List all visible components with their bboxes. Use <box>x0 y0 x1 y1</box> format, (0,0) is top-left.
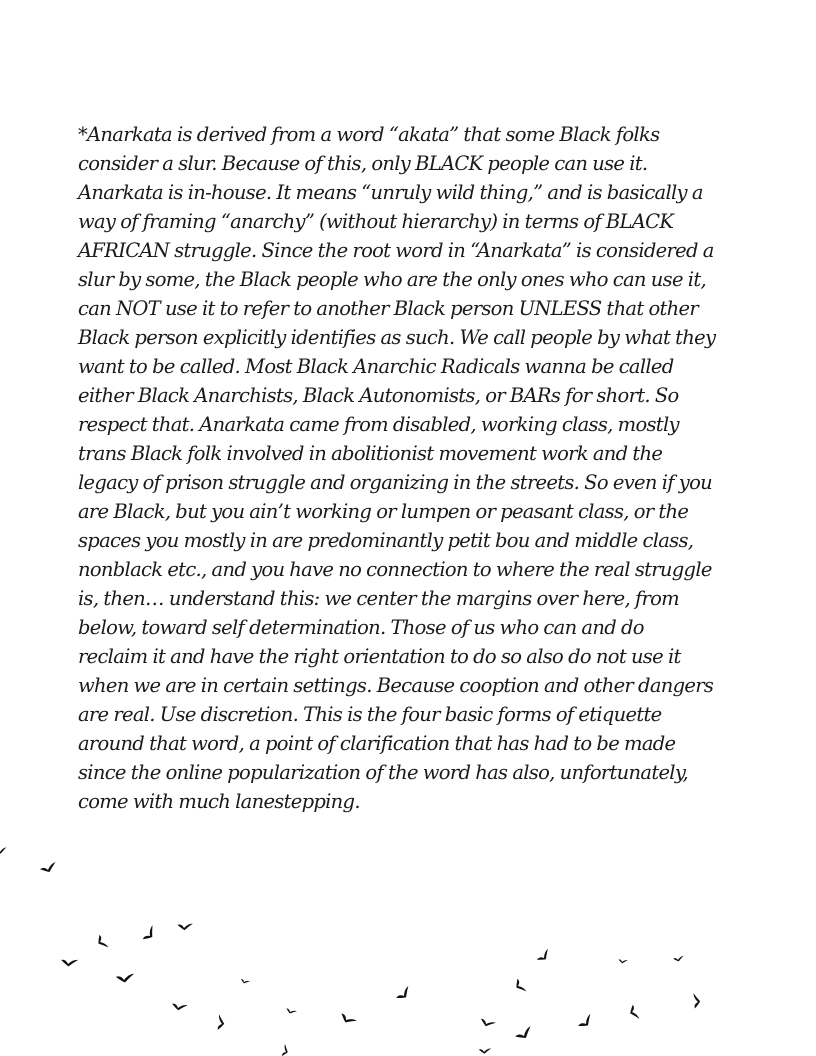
text-line: Anarkata is in-house. It means “unruly wild thing,” and is basically a <box>78 181 703 204</box>
bird-icon <box>214 1014 227 1031</box>
text-line: below, toward self determination. Those of us who can and do <box>78 616 644 639</box>
bird-icon <box>691 993 701 1009</box>
text-line: AFRICAN struggle. Since the root word in “Anarkata” is considered a <box>78 239 714 262</box>
flock-of-birds-icon <box>0 830 816 1056</box>
bird-icon <box>339 1010 357 1027</box>
bird-icon <box>115 972 134 983</box>
bird-icon <box>177 921 193 931</box>
text-line: is, then… understand this: we center the margins over here, from <box>78 587 679 610</box>
bird-icon <box>0 847 6 853</box>
bird-icon <box>478 1046 491 1054</box>
text-line: legacy of prison struggle and organizing in the streets. So even if you <box>78 471 712 494</box>
bird-icon <box>618 957 628 965</box>
text-line: are real. Use discretion. This is the four basic forms of etiquette <box>78 703 662 726</box>
text-line: consider a slur. Because of this, only BLACK people can use it. <box>78 152 648 175</box>
bird-icon <box>394 986 413 1002</box>
text-line: respect that. Anarkata came from disabled, working class, mostly <box>78 413 679 436</box>
bird-icon <box>673 956 684 962</box>
text-line: since the online popularization of the word has also, unfortunately, <box>78 761 689 784</box>
text-line: come with much lanestepping. <box>78 790 360 813</box>
bird-icon <box>171 1000 188 1013</box>
text-line: trans Black folk involved in abolitionist movement work and the <box>78 442 663 465</box>
bird-icon <box>285 1006 297 1016</box>
text-line: either Black Anarchists, Black Autonomists, or BARs for short. So <box>78 384 679 407</box>
text-line: Black person explicitly identifies as such. We call people by what they <box>78 326 716 349</box>
text-line: when we are in certain settings. Because cooption and other dangers <box>78 674 714 697</box>
bird-icon <box>479 1015 496 1029</box>
text-line: can NOT use it to refer to another Black person UNLESS that other <box>78 297 698 320</box>
bird-icon <box>60 956 78 969</box>
body-paragraph <box>78 120 742 816</box>
text-line: nonblack etc., and you have no connection to where the real struggle <box>78 558 712 581</box>
bird-icon <box>514 1026 534 1041</box>
bird-icon <box>514 977 527 994</box>
text-line: *Anarkata is derived from a word “akata” that some Black folks <box>78 123 660 146</box>
text-line: are Black, but you ain’t working or lumpen or peasant class, or the <box>78 500 689 523</box>
bird-icon <box>629 1004 639 1020</box>
bird-icon <box>240 977 250 986</box>
text-line: spaces you mostly in are predominantly petit bou and middle class, <box>78 529 694 552</box>
text-line: want to be called. Most Black Anarchic Radicals wanna be called <box>78 355 674 378</box>
bird-icon <box>96 933 109 950</box>
bird-icon <box>535 949 552 963</box>
text-line: slur by some, the Black people who are the only ones who can use it, <box>78 268 706 291</box>
bird-icon <box>279 1044 291 1056</box>
text-line: around that word, a point of clarification that has had to be made <box>78 732 676 755</box>
bird-icon <box>576 1014 595 1030</box>
text-line: way of framing “anarchy” (without hierarchy) in terms of BLACK <box>78 210 674 233</box>
text-line: reclaim it and have the right orientation to do so also do not use it <box>78 645 681 668</box>
bird-icon <box>39 862 57 874</box>
bird-icon <box>140 925 158 942</box>
